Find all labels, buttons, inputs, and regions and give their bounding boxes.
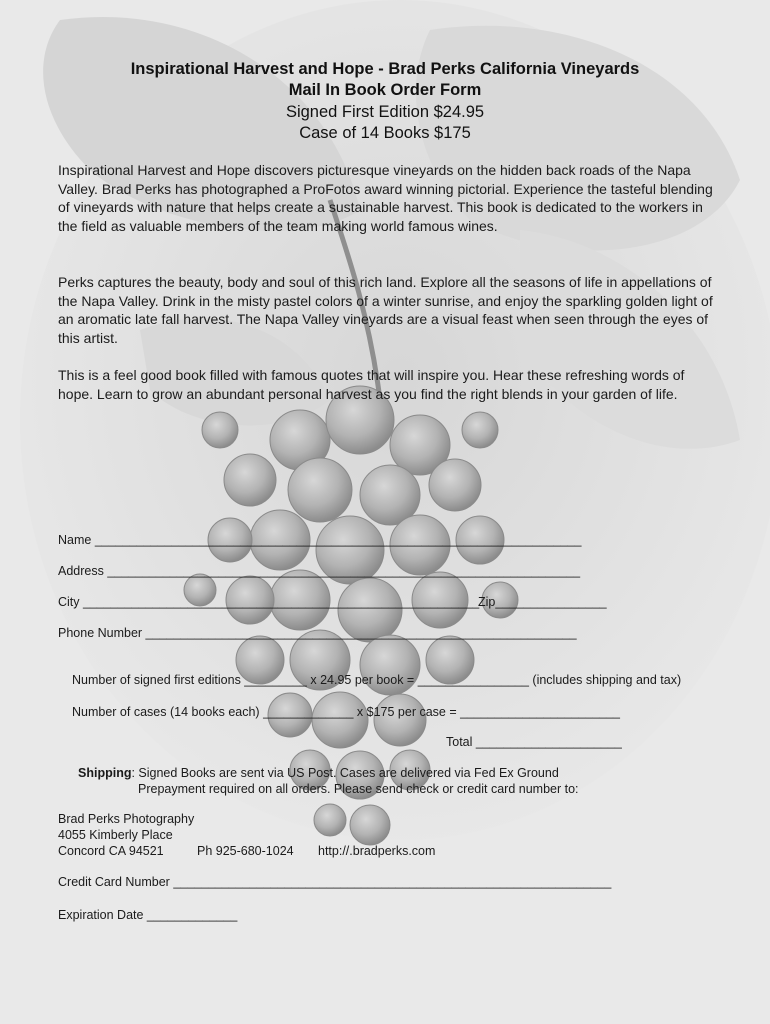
signed-editions-quantity-field[interactable]: Number of signed first editions _________ x 24.95 per book = ________________ (includes shipping and tax): [72, 673, 682, 687]
city-state-zip: Concord CA 94521: [58, 844, 164, 858]
city-field[interactable]: City _________________________________________________________: [58, 595, 480, 609]
page-subtitle: Mail In Book Order Form: [288, 81, 482, 99]
expiration-date-field[interactable]: Expiration Date _____________: [58, 908, 238, 922]
signed-edition-price: Signed First Edition $24.95: [285, 103, 485, 121]
shipping-note-line-2: Prepayment required on all orders. Please send check or credit card number to:: [138, 782, 579, 796]
total-field[interactable]: Total _____________________: [446, 735, 622, 749]
website-link[interactable]: http://.bradperks.com: [318, 844, 436, 858]
contact-phone: Ph 925-680-1024: [197, 844, 294, 858]
phone-number-field[interactable]: Phone Number ______________________________________________________________: [58, 626, 577, 640]
case-price: Case of 14 Books $175: [299, 124, 471, 142]
description-paragraph-1: Inspirational Harvest and Hope discovers picturesque vineyards on the hidden back roads of the Napa Valley. Brad Perks has photographed a ProFotos award winning pictorial. Experience the tasteful blending of vineyards with nature that helps create a sustainable harvest. This book is dedicated to the workers in the field as valuable members of the team making world famous wines.: [58, 162, 713, 234]
zip-field[interactable]: Zip________________: [478, 595, 607, 609]
address-field[interactable]: Address ____________________________________________________________________: [58, 564, 581, 578]
shipping-note-line-1: [78, 766, 559, 780]
description-paragraph-3: This is a feel good book filled with famous quotes that will inspire you. Hear these refreshing words of hope. Learn to grow an abundant personal harvest as you find the right blends in your garden of life.: [58, 367, 685, 402]
page-title: Inspirational Harvest and Hope - Brad Perks California Vineyards: [130, 60, 640, 78]
description-paragraph-2: Perks captures the beauty, body and soul of this rich land. Explore all the seasons of life in appellations of the Napa Valley. Drink in the misty pastel colors of a winter sunrise, and enjoy the sparkling golden light of an aromatic late fall harvest. The Napa Valley vineyards are a visual feast when seen through the eyes of this artist.: [58, 274, 713, 346]
name-field[interactable]: Name ______________________________________________________________________: [58, 533, 582, 547]
shipping-text: : Signed Books are sent via US Post. Cases are delivered via Fed Ex Ground: [131, 766, 559, 780]
shipping-label: Shipping: [78, 766, 132, 780]
credit-card-number-field[interactable]: Credit Card Number _______________________________________________________________: [58, 875, 612, 889]
street-address: 4055 Kimberly Place: [58, 828, 173, 842]
cases-quantity-field[interactable]: Number of cases (14 books each) _____________ x $175 per case = _______________________: [72, 705, 620, 719]
company-name: Brad Perks Photography: [58, 812, 195, 826]
